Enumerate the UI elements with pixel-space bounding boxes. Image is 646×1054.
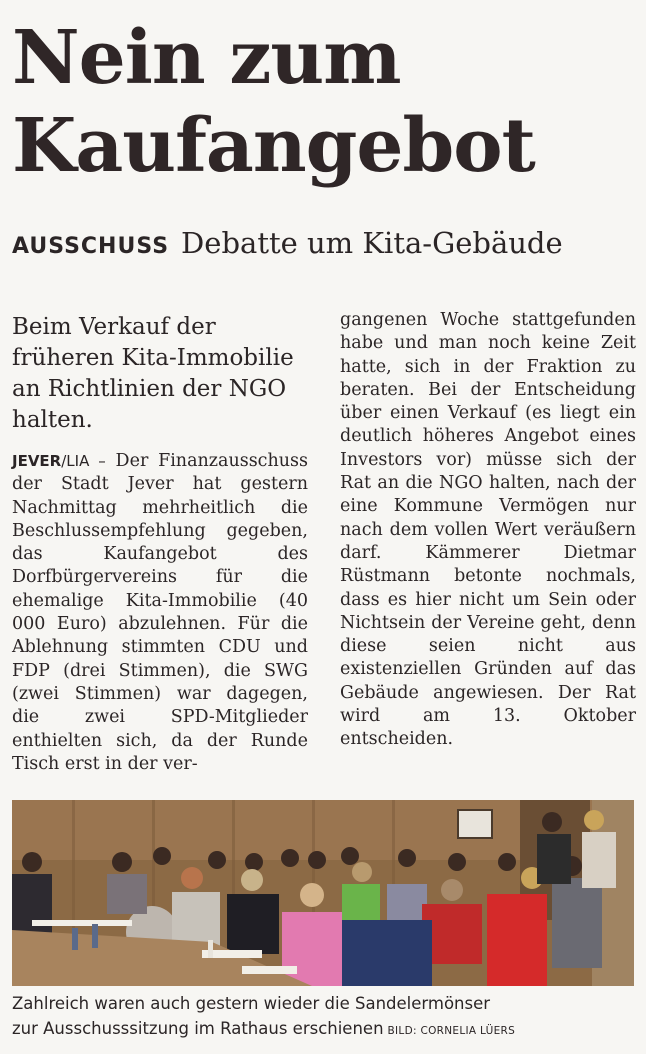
body-column-right: gangenen Woche stattgefunden habe und man noch keine Zeit hatte, sich in der Fraktion zu beraten. Bei der Entscheidung über einen Verkauf (es liegt ein deutlich höheres Angebot eines Investors vor) müsse sich der Rat an die NGO halten, nach der eine Kommune Vermögen nur nach dem vollen Wert veräußern darf. Kämmerer Dietmar Rüstmann betonte nochmals, dass es hier nicht um Sein oder Nichtsein der Vereine geht, denn diese seien nicht aus existenziellen Gründen auf das Gebäude angewiesen. Der Rat wird am 13. Oktober entscheiden. (340, 310, 636, 750)
meeting-photo (12, 800, 634, 986)
meeting-photo-illustration (12, 800, 634, 986)
body-text-left: Der Finanzausschuss der Stadt Jever hat gestern Nachmittag mehrheitlich die Beschlussempfehlung gegeben, das Kaufangebot des Dorfbürgervereins für die ehemalige Kita-Immobilie (40 000 Euro) abzulehnen. Für die Ablehnung stimmten CDU und FDP (drei Stimmen), die SWG (zwei Stimmen) war dagegen, die zwei SPD-Mitglieder enthielten sich, da der Runde Tisch erst in der ver- (12, 451, 308, 774)
photo-caption (12, 991, 638, 1044)
photo-credit: BILD: CORNELIA LÜERS (387, 1025, 516, 1037)
subheadline: Debatte um Kita-Gebäude (181, 226, 563, 260)
headline-line-2: Kaufangebot (12, 103, 535, 189)
caption-line-2: zur Ausschusssitzung im Rathaus erschienen (12, 1019, 384, 1038)
body-column-left (12, 450, 308, 776)
teaser: Beim Verkauf der früheren Kita-Immobilie an Richtlinien der NGO halten. (12, 314, 294, 433)
headline (12, 14, 535, 190)
dateline-source: /LIA – (61, 452, 106, 470)
kicker-row (12, 226, 563, 266)
caption-line-1: Zahlreich waren auch gestern wieder die Sandelermönser (12, 994, 491, 1013)
headline-line-1: Nein zum (12, 15, 401, 101)
dateline-place: JEVER (12, 452, 62, 470)
kicker: AUSSCHUSS (12, 234, 170, 259)
